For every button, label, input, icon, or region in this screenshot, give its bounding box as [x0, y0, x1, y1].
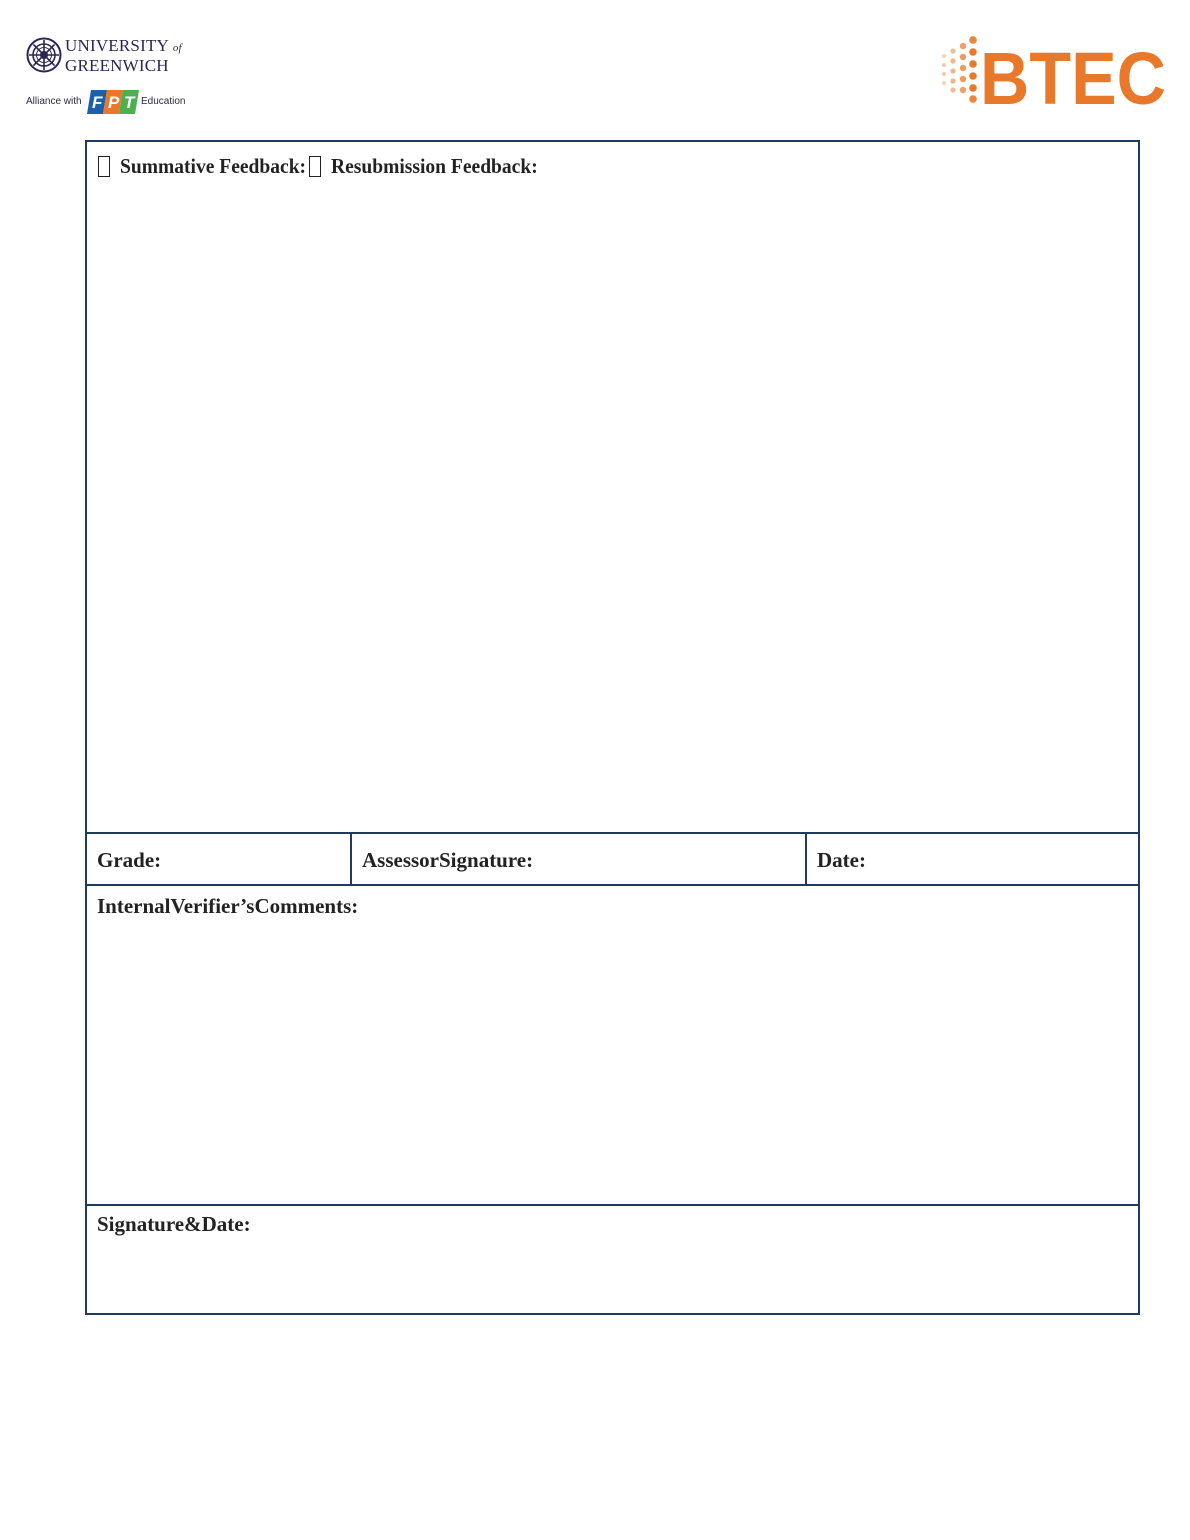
university-of: of — [172, 42, 182, 54]
alliance-row — [26, 86, 186, 118]
date-label: Date: — [817, 848, 866, 872]
university-name — [65, 37, 182, 74]
assessor-signature-cell[interactable] — [352, 834, 807, 884]
feedback-section[interactable] — [87, 142, 1138, 832]
grade-row — [87, 832, 1138, 886]
fpt-logo-icon — [85, 86, 141, 118]
btec-dots-icon — [942, 36, 977, 103]
date-cell[interactable] — [807, 834, 1138, 884]
grade-label: Grade: — [97, 848, 162, 872]
resubmission-feedback-checkbox[interactable] — [309, 156, 321, 177]
grade-cell[interactable] — [87, 834, 352, 884]
fpt-letter-p: P — [108, 93, 120, 112]
university-line1: UNIVERSITY — [65, 36, 169, 55]
btec-logo — [934, 32, 1168, 108]
summative-feedback-checkbox[interactable] — [98, 156, 110, 177]
fpt-letter-f: F — [92, 93, 103, 112]
university-of-greenwich-logo — [26, 36, 186, 120]
summative-feedback-label: Summative Feedback: — [120, 153, 307, 178]
internal-verifier-comments-section[interactable] — [87, 886, 1138, 1206]
university-line2: GREENWICH — [65, 56, 169, 75]
university-logo-top — [26, 36, 186, 74]
internal-verifier-comments-label: InternalVerifier’sComments: — [97, 894, 359, 918]
fpt-letter-t: T — [124, 93, 135, 112]
btec-wordmark: BTEC — [980, 37, 1166, 108]
assessor-signature-label: AssessorSignature: — [362, 848, 534, 872]
signature-date-label: Signature&Date: — [97, 1212, 251, 1236]
greenwich-seal-icon — [26, 37, 62, 73]
assessment-feedback-form — [85, 140, 1140, 1315]
alliance-prefix: Alliance with — [26, 96, 82, 107]
alliance-suffix: Education — [141, 96, 186, 107]
feedback-type-header — [98, 152, 553, 180]
signature-date-section[interactable] — [87, 1206, 1138, 1313]
resubmission-feedback-label: Resubmission Feedback: — [331, 153, 538, 178]
